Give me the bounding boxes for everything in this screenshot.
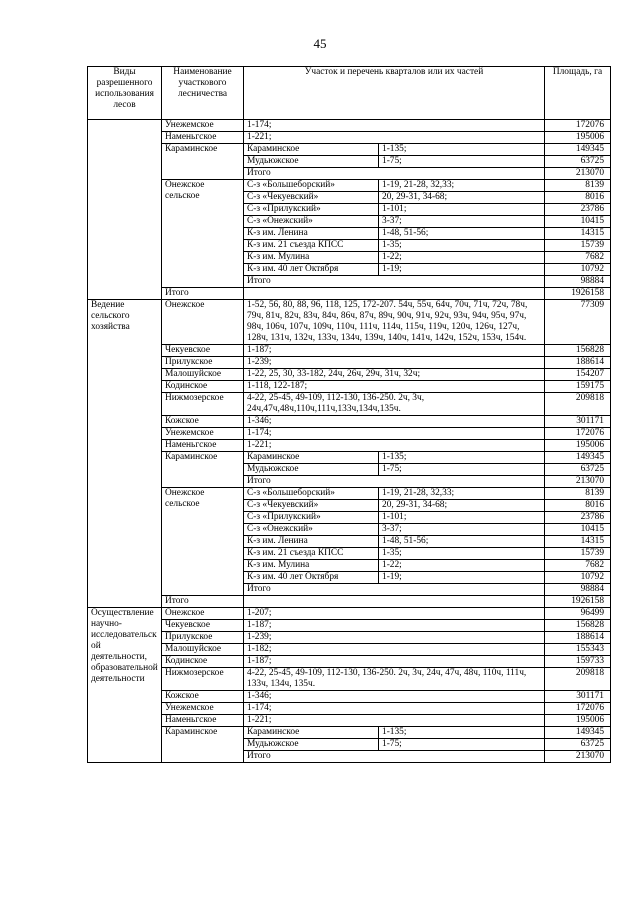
header-kind: Виды разрешенного использования лесов: [88, 67, 162, 120]
blocks-cell: 1-22;: [379, 252, 545, 264]
plot-cell: К-з им. 21 съезда КПСС: [244, 240, 379, 252]
table-row: [88, 120, 611, 132]
table-row: [88, 596, 611, 608]
blocks-cell: 1-221;: [244, 440, 545, 452]
area-cell: 7682: [545, 252, 611, 264]
kind-cell: Осуществление научно-исследовательской деятельности, образовательной деятельности: [88, 608, 162, 763]
area-cell: 159175: [545, 381, 611, 393]
plot-cell: К-з им. 21 съезда КПСС: [244, 548, 379, 560]
plot-cell: Мудьюжское: [244, 464, 379, 476]
forestry-cell: Наменьгское: [162, 715, 244, 727]
table-row: [88, 656, 611, 668]
blocks-cell: 1-187;: [244, 656, 545, 668]
area-cell: 63725: [545, 156, 611, 168]
table-row: [88, 393, 611, 416]
forestry-cell: Нижмозерское: [162, 668, 244, 691]
table-header-row: [88, 67, 611, 120]
forestry-cell: Кожское: [162, 691, 244, 703]
forestry-cell: Итого: [162, 596, 244, 608]
plot-cell: С-з «Прилукский»: [244, 512, 379, 524]
blocks-cell: 3-37;: [379, 524, 545, 536]
blocks-cell: 1-239;: [244, 357, 545, 369]
area-cell: 8139: [545, 488, 611, 500]
plot-cell: Итого: [244, 168, 545, 180]
plot-cell: Караминское: [244, 144, 379, 156]
area-cell: 172076: [545, 703, 611, 715]
blocks-cell: 1-135;: [379, 727, 545, 739]
table-row: [88, 691, 611, 703]
table-row: [88, 357, 611, 369]
table-row: [88, 703, 611, 715]
plot-cell: С-з «Большеборский»: [244, 488, 379, 500]
blocks-cell: 1-22, 25, 30, 33-182, 24ч, 26ч, 29ч, 31ч, 32ч;: [244, 369, 545, 381]
blocks-cell: 1-35;: [379, 548, 545, 560]
blocks-cell: 1-19, 21-28, 32,33;: [379, 488, 545, 500]
forestry-cell: Онежское: [162, 300, 244, 345]
plot-cell: Итого: [244, 584, 545, 596]
blocks-cell: 1-174;: [244, 703, 545, 715]
forestry-cell: Малошуйское: [162, 369, 244, 381]
table-row: [88, 180, 611, 192]
blocks-cell: 1-346;: [244, 691, 545, 703]
forest-use-table: [87, 66, 611, 763]
forestry-cell: Унежемское: [162, 428, 244, 440]
blocks-cell: 3-37;: [379, 216, 545, 228]
blocks-cell: 1-135;: [379, 144, 545, 156]
area-cell: 195006: [545, 132, 611, 144]
table-row: [88, 440, 611, 452]
blocks-cell: 1-75;: [379, 464, 545, 476]
forestry-cell: Наменьгское: [162, 132, 244, 144]
area-cell: 14315: [545, 228, 611, 240]
area-cell: 23786: [545, 512, 611, 524]
table-row: [88, 668, 611, 691]
forestry-cell: Онежское сельское: [162, 180, 244, 288]
area-cell: 188614: [545, 632, 611, 644]
area-cell: 172076: [545, 120, 611, 132]
forestry-cell: Прилукское: [162, 632, 244, 644]
forestry-cell: Кодинское: [162, 656, 244, 668]
area-cell: 195006: [545, 440, 611, 452]
forestry-cell: Унежемское: [162, 120, 244, 132]
blocks-cell: 1-346;: [244, 416, 545, 428]
blocks-cell: 1-19;: [379, 264, 545, 276]
table-row: [88, 620, 611, 632]
blocks-cell: 20, 29-31, 34-68;: [379, 192, 545, 204]
forestry-cell: Чекуевское: [162, 345, 244, 357]
plot-cell: К-з им. Мулина: [244, 560, 379, 572]
forestry-cell: Караминское: [162, 727, 244, 763]
table-row: [88, 381, 611, 393]
plot-cell: Мудьюжское: [244, 156, 379, 168]
plot-cell: С-з «Прилукский»: [244, 204, 379, 216]
blocks-cell: 1-174;: [244, 120, 545, 132]
forestry-cell: Онежское сельское: [162, 488, 244, 596]
blocks-cell: 1-187;: [244, 620, 545, 632]
forestry-cell: Онежское: [162, 608, 244, 620]
blocks-cell: 20, 29-31, 34-68;: [379, 500, 545, 512]
forestry-cell: Кодинское: [162, 381, 244, 393]
blocks-cell: [244, 288, 545, 300]
plot-cell: Мудьюжское: [244, 739, 379, 751]
area-cell: 301171: [545, 691, 611, 703]
area-cell: 1926158: [545, 596, 611, 608]
table-row: [88, 416, 611, 428]
area-cell: 10792: [545, 572, 611, 584]
blocks-cell: 1-221;: [244, 715, 545, 727]
blocks-cell: 1-207;: [244, 608, 545, 620]
forestry-cell: Караминское: [162, 144, 244, 180]
area-cell: 14315: [545, 536, 611, 548]
blocks-cell: 1-52, 56, 80, 88, 96, 118, 125, 172-207. 54ч, 55ч, 64ч, 70ч, 71ч, 72ч, 78ч, 79ч, 81ч, 82ч, 83ч, 84ч, 86ч, 87ч, 89ч, 90ч, 91ч, 92ч, 93ч, 94ч, 95ч, 97ч, 98ч, 106ч, 107ч, 109ч, 110ч, 111ч, 114ч, 115ч, 119ч, 120ч, 126ч, 127ч, 128ч, 131ч, 132ч, 133ч, 134ч, 139ч, 140ч, 141ч, 142ч, 152ч, 153ч, 154ч.: [244, 300, 545, 345]
area-cell: 155343: [545, 644, 611, 656]
table-row: [88, 369, 611, 381]
forestry-cell: Прилукское: [162, 357, 244, 369]
table-row: [88, 132, 611, 144]
table-row: [88, 345, 611, 357]
table-row: [88, 428, 611, 440]
area-cell: 159733: [545, 656, 611, 668]
forestry-cell: Нижмозерское: [162, 393, 244, 416]
area-cell: 77309: [545, 300, 611, 345]
area-cell: 63725: [545, 464, 611, 476]
plot-cell: С-з «Чекуевский»: [244, 500, 379, 512]
kind-cell: Ведение сельского хозяйства: [88, 300, 162, 608]
area-cell: 156828: [545, 620, 611, 632]
forestry-cell: Наменьгское: [162, 440, 244, 452]
area-cell: 301171: [545, 416, 611, 428]
plot-cell: С-з «Большеборский»: [244, 180, 379, 192]
blocks-cell: 1-182;: [244, 644, 545, 656]
blocks-cell: 1-221;: [244, 132, 545, 144]
area-cell: 188614: [545, 357, 611, 369]
area-cell: 23786: [545, 204, 611, 216]
kind-cell: [88, 120, 162, 300]
area-cell: 96499: [545, 608, 611, 620]
area-cell: 8016: [545, 500, 611, 512]
blocks-cell: 1-101;: [379, 204, 545, 216]
table-row: [88, 144, 611, 156]
area-cell: 63725: [545, 739, 611, 751]
blocks-cell: 1-239;: [244, 632, 545, 644]
area-cell: 195006: [545, 715, 611, 727]
blocks-cell: 1-118, 122-187;: [244, 381, 545, 393]
area-cell: 10415: [545, 524, 611, 536]
blocks-cell: 1-187;: [244, 345, 545, 357]
area-cell: 213070: [545, 168, 611, 180]
plot-cell: К-з им. Ленина: [244, 228, 379, 240]
area-cell: 149345: [545, 727, 611, 739]
plot-cell: Итого: [244, 276, 545, 288]
blocks-cell: 1-75;: [379, 739, 545, 751]
area-cell: 209818: [545, 393, 611, 416]
plot-cell: К-з им. Мулина: [244, 252, 379, 264]
header-blocks: Участок и перечень кварталов или их частей: [244, 67, 545, 120]
forestry-cell: Караминское: [162, 452, 244, 488]
forestry-cell: Малошуйское: [162, 644, 244, 656]
table-row: [88, 452, 611, 464]
table-row: [88, 608, 611, 620]
area-cell: 156828: [545, 345, 611, 357]
blocks-cell: 1-174;: [244, 428, 545, 440]
forestry-cell: Кожское: [162, 416, 244, 428]
plot-cell: С-з «Онежский»: [244, 524, 379, 536]
blocks-cell: 1-35;: [379, 240, 545, 252]
header-area: Площадь, га: [545, 67, 611, 120]
area-cell: 213070: [545, 751, 611, 763]
table-row: [88, 715, 611, 727]
blocks-cell: 1-101;: [379, 512, 545, 524]
blocks-cell: 1-48, 51-56;: [379, 228, 545, 240]
table-row: [88, 488, 611, 500]
plot-cell: Караминское: [244, 452, 379, 464]
area-cell: 172076: [545, 428, 611, 440]
area-cell: 213070: [545, 476, 611, 488]
area-cell: 209818: [545, 668, 611, 691]
blocks-cell: 1-135;: [379, 452, 545, 464]
area-cell: 10415: [545, 216, 611, 228]
table-row: [88, 300, 611, 345]
table-row: [88, 632, 611, 644]
blocks-cell: 1-48, 51-56;: [379, 536, 545, 548]
area-cell: 98884: [545, 584, 611, 596]
forestry-cell: Унежемское: [162, 703, 244, 715]
plot-cell: Итого: [244, 476, 545, 488]
blocks-cell: 1-19, 21-28, 32,33;: [379, 180, 545, 192]
area-cell: 149345: [545, 452, 611, 464]
blocks-cell: 4-22, 25-45, 49-109, 112-130, 136-250. 2ч, 3ч, 24ч,47ч,48ч,110ч,111ч,133ч,134ч,135ч.: [244, 393, 545, 416]
blocks-cell: 1-22;: [379, 560, 545, 572]
header-forestry: Наименование участкового лесничества: [162, 67, 244, 120]
forestry-cell: Итого: [162, 288, 244, 300]
plot-cell: Караминское: [244, 727, 379, 739]
plot-cell: К-з им. 40 лет Октября: [244, 264, 379, 276]
area-cell: 7682: [545, 560, 611, 572]
table-row: [88, 727, 611, 739]
blocks-cell: 1-75;: [379, 156, 545, 168]
table-row: [88, 644, 611, 656]
area-cell: 8139: [545, 180, 611, 192]
plot-cell: С-з «Чекуевский»: [244, 192, 379, 204]
area-cell: 15739: [545, 548, 611, 560]
area-cell: 15739: [545, 240, 611, 252]
table-row: [88, 288, 611, 300]
plot-cell: С-з «Онежский»: [244, 216, 379, 228]
blocks-cell: 1-19;: [379, 572, 545, 584]
forestry-cell: Чекуевское: [162, 620, 244, 632]
plot-cell: К-з им. Ленина: [244, 536, 379, 548]
blocks-cell: [244, 596, 545, 608]
area-cell: 154207: [545, 369, 611, 381]
area-cell: 10792: [545, 264, 611, 276]
plot-cell: Итого: [244, 751, 545, 763]
page-number: 45: [313, 36, 327, 51]
plot-cell: К-з им. 40 лет Октября: [244, 572, 379, 584]
area-cell: 149345: [545, 144, 611, 156]
area-cell: 8016: [545, 192, 611, 204]
blocks-cell: 4-22, 25-45, 49-109, 112-130, 136-250. 2ч, 3ч, 24ч, 47ч, 48ч, 110ч, 111ч, 133ч, 134ч, 135ч.: [244, 668, 545, 691]
area-cell: 1926158: [545, 288, 611, 300]
area-cell: 98884: [545, 276, 611, 288]
